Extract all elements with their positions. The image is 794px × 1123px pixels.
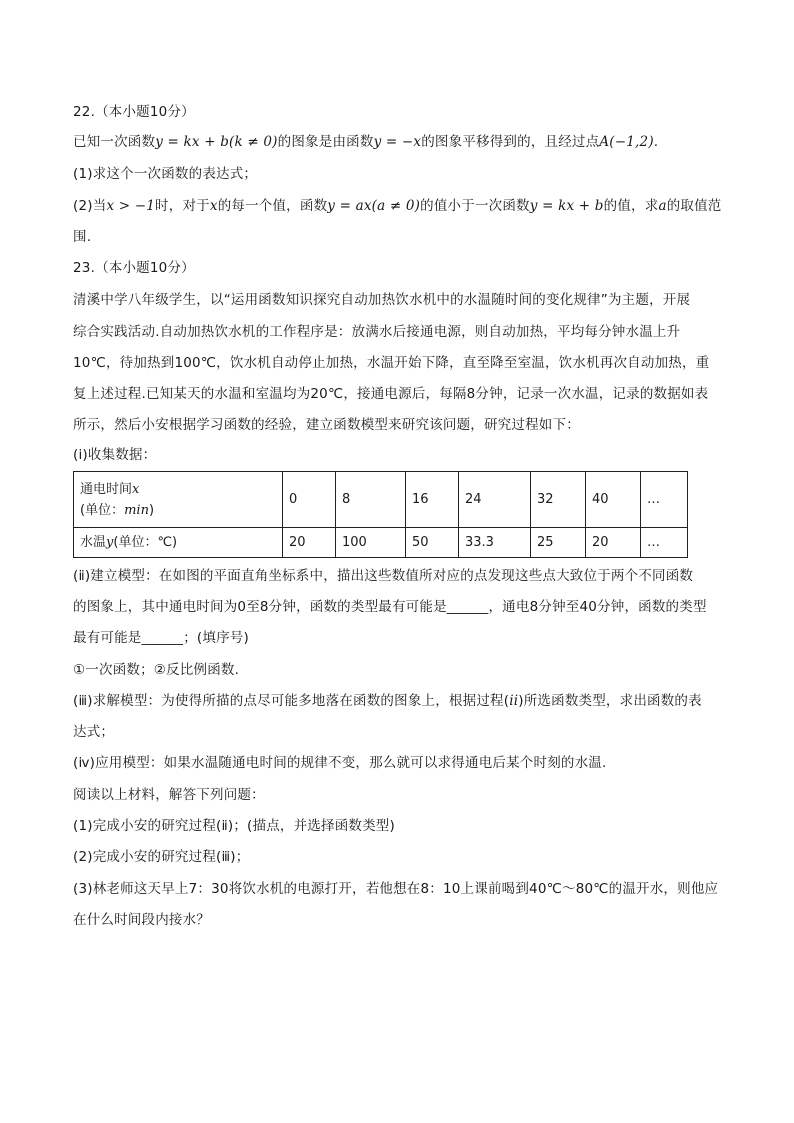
q23-collect-label: (ⅰ)收集数据： — [73, 447, 157, 463]
q23-solve-line-1 — [73, 691, 702, 711]
q22-stem-eq1: y = kx + b(k ≠ 0) — [155, 134, 278, 150]
table-cell: 16 — [406, 472, 459, 528]
q22-stem-text-a: 已知一次函数 — [73, 134, 156, 150]
q22-stem-text-c: 的图象平移得到的，且经过点 — [421, 134, 600, 150]
table-cell: 32 — [531, 472, 586, 528]
time-label-line-2 — [80, 500, 276, 521]
time-label-text: 通电时间 — [80, 481, 133, 497]
temp-label-var: y — [106, 535, 114, 550]
q22-part2-text-c: 的每一个值，函数 — [217, 198, 328, 214]
q23-solve-text-a: (ⅲ)求解模型：为使得所描的点尽可能多地落在函数的图象上，根据过程( — [73, 693, 510, 709]
q22-stem-text-b: 的图象是由函数 — [277, 134, 374, 150]
time-label-line-1 — [80, 479, 276, 500]
q22-part2-text-b: 时，对于 — [155, 198, 210, 214]
q23-header: 23.（本小题10分） — [73, 260, 195, 276]
table-cell: 33.3 — [459, 528, 531, 558]
q22-stem-point: A(−1,2) — [599, 134, 654, 150]
time-unit-close: ) — [148, 502, 155, 518]
table-cell: 25 — [531, 528, 586, 558]
table-cell: … — [641, 472, 688, 528]
q22-part1: (1)求这个一次函数的表达式； — [73, 166, 258, 182]
time-unit-var: min — [124, 502, 149, 518]
q23-apply: (ⅳ)应用模型：如果水温随通电时间的规律不变，那么就可以求得通电后某个时刻的水温. — [73, 755, 607, 771]
q23-sub3-line-2: 在什么时间段内接水？ — [73, 912, 210, 928]
table-cell-temp-label — [74, 528, 283, 558]
q23-model-line-3: 最有可能是______；(填序号) — [73, 630, 249, 646]
q22-part2-eq3: y = kx + b — [529, 198, 604, 214]
data-table — [73, 471, 688, 558]
q22-part2-cont: 围. — [73, 229, 92, 245]
q23-solve-var: ii — [509, 693, 519, 709]
table-cell: 20 — [283, 528, 336, 558]
q23-sub1: (1)完成小安的研究过程(ⅱ)；(描点，并选择函数类型) — [73, 818, 395, 834]
q22-part2-eq1: x > −1 — [106, 198, 156, 214]
q23-sub2: (2)完成小安的研究过程(ⅲ)； — [73, 849, 250, 865]
q22-stem-eq2: y = −x — [373, 134, 422, 150]
table-cell: … — [641, 528, 688, 558]
table-cell: 24 — [459, 472, 531, 528]
temp-unit-text: (单位：℃) — [113, 535, 178, 550]
q23-options: ①一次函数；②反比例函数. — [73, 662, 240, 678]
table-cell: 20 — [586, 528, 641, 558]
q22-part2-text-a: (2)当 — [73, 198, 107, 214]
q22-part2-text-d: 的值小于一次函数 — [420, 198, 530, 214]
q23-solve-text-b: )所选函数类型，求出函数的表 — [518, 693, 702, 709]
time-unit-text: (单位： — [80, 502, 125, 518]
temp-label-text: 水温 — [80, 535, 107, 550]
table-cell: 100 — [336, 528, 406, 558]
table-cell-time-label — [74, 472, 283, 528]
q22-stem — [73, 132, 658, 152]
q23-intro-line-4: 复上述过程.已知某天的水温和室温均为20℃，接通电源后，每隔8分钟，记录一次水温，记录的数据如表 — [73, 386, 709, 402]
table-cell: 40 — [586, 472, 641, 528]
q23-solve-line-2: 达式； — [73, 724, 115, 740]
table-cell: 8 — [336, 472, 406, 528]
table-cell: 0 — [283, 472, 336, 528]
table-cell: 50 — [406, 528, 459, 558]
q22-header: 22.（本小题10分） — [73, 104, 195, 120]
q22-stem-text-d: . — [653, 134, 659, 150]
time-label-var: x — [132, 481, 140, 497]
q22-part2 — [73, 196, 722, 216]
q23-model-line-1: (ⅱ)建立模型：在如图的平面直角坐标系中，描出这些数值所对应的点发现这些点大致位于两个不同函数 — [73, 568, 694, 584]
q23-sub3-line-1: (3)林老师这天早上7：30将饮水机的电源打开，若他想在8：10上课前喝到40℃～80℃的温开水，则他应 — [73, 881, 719, 897]
q22-part2-a: a — [658, 198, 667, 214]
q23-read: 阅读以上材料，解答下列问题： — [73, 787, 265, 803]
q23-intro-line-5: 所示，然后小安根据学习函数的经验，建立函数模型来研究该问题，研究过程如下： — [73, 417, 580, 433]
q22-part2-text-e: 的值，求 — [603, 198, 659, 214]
table-row-temp — [74, 528, 688, 558]
q22-part2-text-f: 的取值范 — [666, 198, 722, 214]
q23-intro-line-1: 清溪中学八年级学生，以“运用函数知识探究自动加热饮水机中的水温随时间的变化规律”为主题，开展 — [73, 292, 691, 308]
q23-intro-line-3: 10℃，待加热到100℃，饮水机自动停止加热，水温开始下降，直至降至室温，饮水机再次自动加热，重 — [73, 355, 710, 371]
q23-model-line-2: 的图象上，其中通电时间为0至8分钟，函数的类型最有可能是______，通电8分钟至40分钟，函数的类型 — [73, 599, 707, 615]
table-row-time — [74, 472, 688, 528]
q22-part2-x: x — [209, 198, 218, 214]
q23-intro-line-2: 综合实践活动.自动加热饮水机的工作程序是：放满水后接通电源，则自动加热，平均每分钟水温上升 — [73, 324, 681, 340]
q22-part2-eq2: y = ax(a ≠ 0) — [327, 198, 421, 214]
